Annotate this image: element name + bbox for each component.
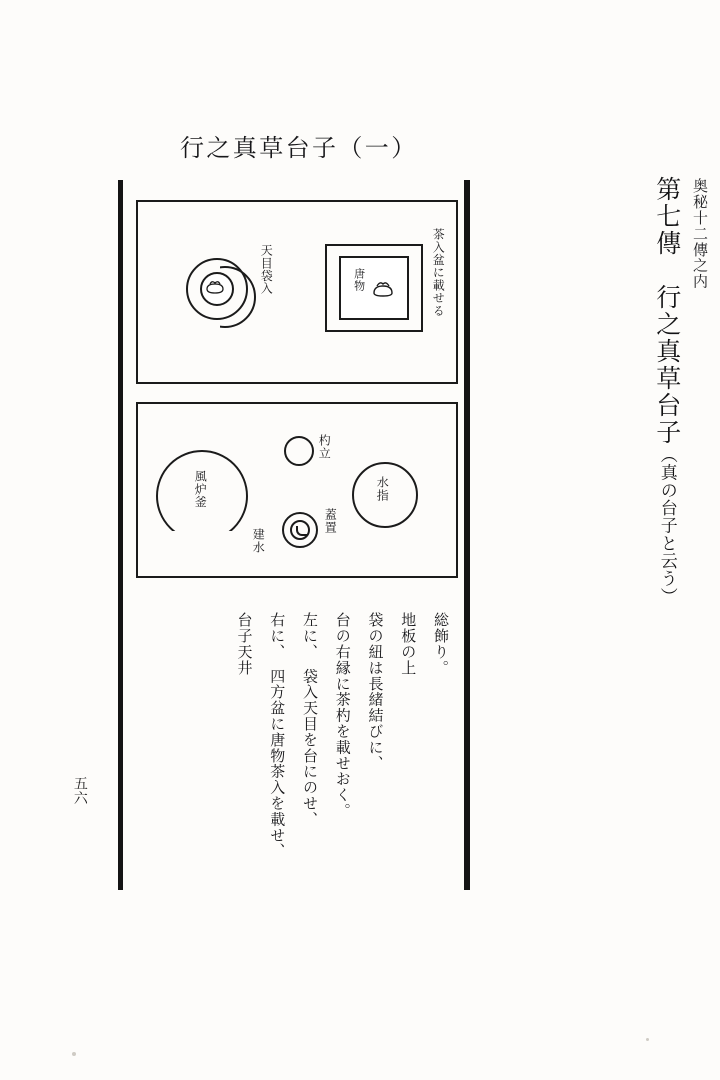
hishaku-tate-shape <box>284 436 314 466</box>
label-futaoki: 蓋置 <box>323 508 338 534</box>
body-line: 地板の上 <box>399 612 418 676</box>
body-line: 左に、 袋入天目を台にのせ、 <box>301 612 319 828</box>
body-line: 袋の紐は長緒結びに、 <box>366 612 385 771</box>
label-chaire-bon: 茶入盆に載せる <box>431 228 446 318</box>
page-number: 五六 <box>71 776 88 806</box>
label-karamono: 唐物 <box>352 268 366 292</box>
scan-speck <box>72 1052 76 1056</box>
body-line: 台子天井 <box>235 612 254 676</box>
futaoki-detail <box>296 526 308 536</box>
chapter-heading-text: 第七傳 行之真草台子 <box>652 176 682 446</box>
label-furo-kama: 風炉釜 <box>193 470 208 509</box>
label-mizusashi: 水指 <box>375 476 390 502</box>
body-line: 台の右縁に茶杓を載せおく。 <box>333 612 352 819</box>
chapter-heading-block <box>650 176 710 646</box>
body-text-block <box>150 612 450 872</box>
chapter-heading-main <box>650 176 684 605</box>
chapter-series-label: 奥秘十二傳之内 <box>691 178 709 290</box>
label-kensui: 建水 <box>251 528 266 554</box>
label-tenmoku-fukuroiri: 天目袋入 <box>259 244 274 295</box>
chapter-heading-sub: （真の台子と云う） <box>656 446 677 606</box>
scan-speck <box>646 1038 649 1041</box>
tenmoku-icon <box>204 280 226 296</box>
label-hishaku-tate: 杓立 <box>317 434 332 460</box>
body-line: 総飾り。 <box>432 612 450 676</box>
vertical-rule-left <box>118 180 123 890</box>
page-title: 行之真草台子（一） <box>180 134 418 162</box>
vertical-rule-right <box>464 180 470 890</box>
body-line: 右に、 四方盆に唐物茶入を載せ、 <box>268 612 287 859</box>
chaire-icon <box>372 280 394 298</box>
